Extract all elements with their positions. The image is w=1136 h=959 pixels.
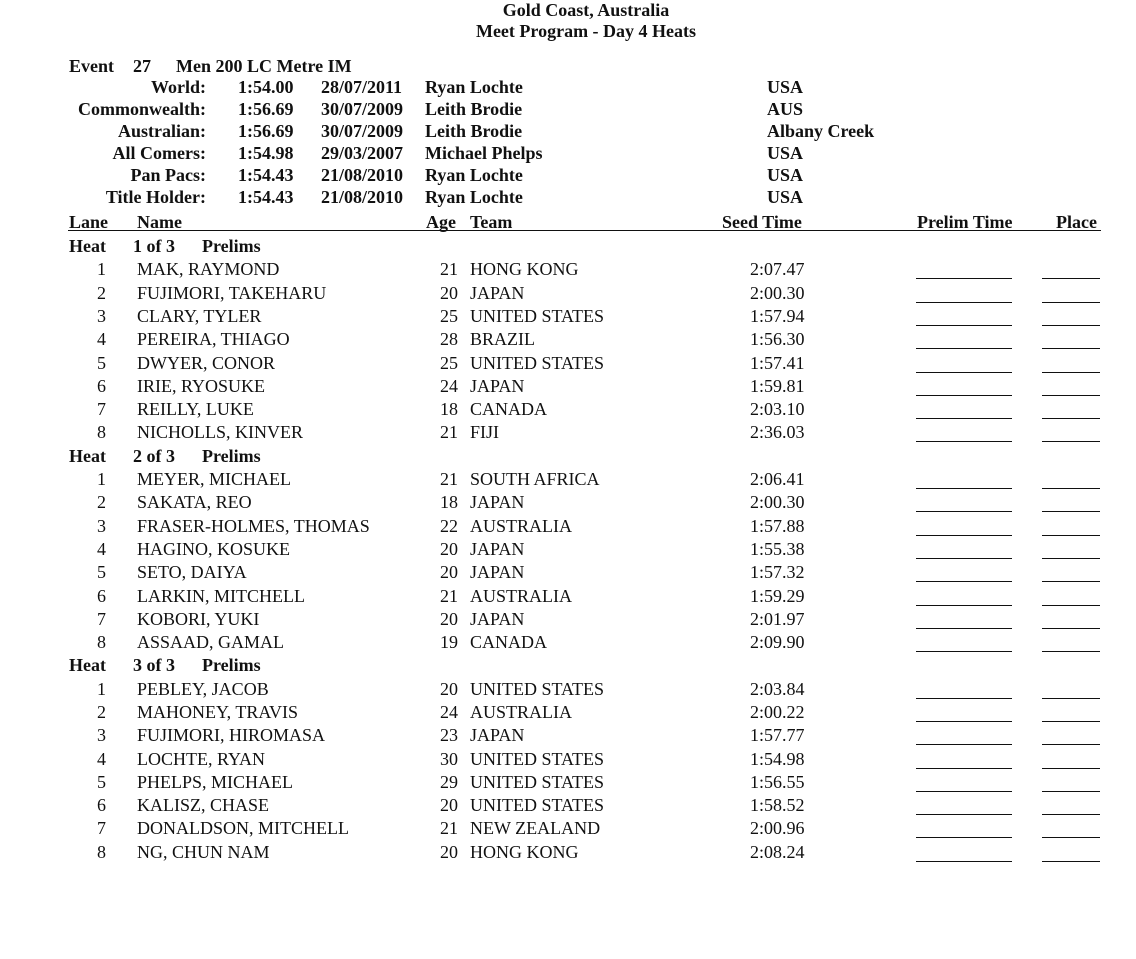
seed-time: 1:59.29 [750,586,805,606]
swimmer-team: NEW ZEALAND [470,818,601,838]
prelim-time-blank [916,628,1012,629]
lane-number: 5 [97,772,106,792]
heat-round: Prelims [202,655,261,675]
heat-label: Heat [69,236,106,256]
heat-number: 2 of 3 [133,446,175,466]
lane-number: 1 [97,259,106,279]
seed-time: 2:03.84 [750,679,805,699]
seed-time: 2:36.03 [750,422,805,442]
seed-time: 1:56.30 [750,329,805,349]
swimmer-age: 21 [440,818,458,838]
swimmer-name: REILLY, LUKE [137,399,254,419]
swimmer-name: KALISZ, CHASE [137,795,270,815]
seed-time: 2:09.90 [750,632,805,652]
lane-number: 6 [97,586,106,606]
lane-number: 8 [97,842,106,862]
lane-number: 4 [97,749,106,769]
prelim-time-blank [916,814,1012,815]
place-blank [1042,605,1100,606]
swimmer-name: PEBLEY, JACOB [137,679,269,699]
prelim-time-blank [916,418,1012,419]
swimmer-team: CANADA [470,632,548,652]
prelim-time-blank [916,721,1012,722]
lane-number: 5 [97,353,106,373]
seed-time: 2:07.47 [750,259,805,279]
swimmer-name: NICHOLLS, KINVER [137,422,303,442]
place-blank [1042,628,1100,629]
col-age: Age [426,212,456,232]
swimmer-team: AUSTRALIA [470,586,572,606]
prelim-time-blank [916,558,1012,559]
swimmer-name: FUJIMORI, TAKEHARU [137,283,327,303]
swimmer-name: FRASER-HOLMES, THOMAS [137,516,370,536]
event-name: Men 200 LC Metre IM [176,56,352,76]
col-seed-time: Seed Time [722,212,802,232]
swimmer-team: AUSTRALIA [470,516,572,536]
record-date: 21/08/2010 [321,165,404,185]
lane-number: 7 [97,399,106,419]
swimmer-name: MEYER, MICHAEL [137,469,291,489]
seed-time: 2:00.22 [750,702,805,722]
record-time: 1:54.98 [238,143,294,163]
prelim-time-blank [916,441,1012,442]
place-blank [1042,721,1100,722]
heat-label: Heat [69,446,106,466]
swimmer-team: SOUTH AFRICA [470,469,600,489]
swimmer-team: JAPAN [470,492,525,512]
record-team: USA [767,77,804,97]
record-label: Commonwealth: [78,99,206,119]
lane-number: 3 [97,516,106,536]
swimmer-name: SAKATA, REO [137,492,252,512]
swimmer-name: CLARY, TYLER [137,306,262,326]
swimmer-name: DONALDSON, MITCHELL [137,818,349,838]
swimmer-team: UNITED STATES [470,749,605,769]
place-blank [1042,837,1100,838]
swimmer-team: JAPAN [470,609,525,629]
prelim-time-blank [916,768,1012,769]
seed-time: 1:57.88 [750,516,805,536]
prelim-time-blank [916,605,1012,606]
col-prelim-time: Prelim Time [917,212,1013,232]
swimmer-age: 18 [440,399,458,419]
place-blank [1042,278,1100,279]
lane-number: 2 [97,492,106,512]
place-blank [1042,418,1100,419]
place-blank [1042,511,1100,512]
swimmer-age: 21 [440,586,458,606]
swimmer-team: BRAZIL [470,329,535,349]
record-time: 1:56.69 [238,121,294,141]
place-blank [1042,768,1100,769]
lane-number: 3 [97,306,106,326]
heat-number: 1 of 3 [133,236,175,256]
record-team: AUS [767,99,804,119]
swimmer-team: JAPAN [470,725,525,745]
swimmer-age: 20 [440,609,458,629]
lane-number: 6 [97,376,106,396]
record-holder: Ryan Lochte [425,187,523,207]
lane-number: 6 [97,795,106,815]
place-blank [1042,441,1100,442]
seed-time: 1:57.41 [750,353,805,373]
prelim-time-blank [916,744,1012,745]
swimmer-team: JAPAN [470,283,525,303]
swimmer-name: KOBORI, YUKI [137,609,260,629]
prelim-time-blank [916,395,1012,396]
heat-label: Heat [69,655,106,675]
lane-number: 2 [97,702,106,722]
record-time: 1:56.69 [238,99,294,119]
swimmer-age: 19 [440,632,458,652]
record-time: 1:54.43 [238,165,294,185]
seed-time: 1:57.77 [750,725,805,745]
record-label: Title Holder: [105,187,206,207]
swimmer-team: FIJI [470,422,500,442]
place-blank [1042,651,1100,652]
record-holder: Ryan Lochte [425,165,523,185]
prelim-time-blank [916,837,1012,838]
heat-round: Prelims [202,446,261,466]
lane-number: 8 [97,422,106,442]
swimmer-name: FUJIMORI, HIROMASA [137,725,326,745]
swimmer-name: IRIE, RYOSUKE [137,376,266,396]
swimmer-name: MAHONEY, TRAVIS [137,702,299,722]
record-holder: Leith Brodie [425,99,523,119]
seed-time: 1:55.38 [750,539,805,559]
place-blank [1042,535,1100,536]
place-blank [1042,791,1100,792]
record-time: 1:54.00 [238,77,294,97]
swimmer-name: ASSAAD, GAMAL [137,632,285,652]
swimmer-age: 21 [440,469,458,489]
swimmer-team: UNITED STATES [470,353,605,373]
swimmer-team: UNITED STATES [470,679,605,699]
record-holder: Leith Brodie [425,121,523,141]
place-blank [1042,302,1100,303]
seed-time: 2:03.10 [750,399,805,419]
swimmer-age: 20 [440,562,458,582]
record-team: USA [767,187,804,207]
lane-number: 2 [97,283,106,303]
lane-number: 1 [97,679,106,699]
prelim-time-blank [916,372,1012,373]
swimmer-age: 20 [440,283,458,303]
heat-number: 3 of 3 [133,655,175,675]
seed-time: 2:06.41 [750,469,805,489]
place-blank [1042,348,1100,349]
record-time: 1:54.43 [238,187,294,207]
record-date: 28/07/2011 [321,77,403,97]
prelim-time-blank [916,511,1012,512]
lane-number: 5 [97,562,106,582]
swimmer-age: 18 [440,492,458,512]
seed-time: 1:58.52 [750,795,805,815]
col-team: Team [470,212,513,232]
swimmer-name: DWYER, CONOR [137,353,275,373]
swimmer-age: 20 [440,842,458,862]
swimmer-age: 24 [440,702,458,722]
place-blank [1042,581,1100,582]
record-holder: Michael Phelps [425,143,543,163]
swimmer-age: 28 [440,329,458,349]
record-label: World: [150,77,206,97]
prelim-time-blank [916,278,1012,279]
meet-location: Gold Coast, Australia [502,0,670,20]
record-label: Australian: [117,121,206,141]
prelim-time-blank [916,488,1012,489]
swimmer-name: LOCHTE, RYAN [137,749,266,769]
swimmer-age: 21 [440,422,458,442]
heat-round: Prelims [202,236,261,256]
swimmer-team: CANADA [470,399,548,419]
prelim-time-blank [916,348,1012,349]
header-rule [68,230,1101,231]
col-place: Place [1056,212,1097,232]
lane-number: 4 [97,539,106,559]
swimmer-team: HONG KONG [470,259,579,279]
prelim-time-blank [916,535,1012,536]
swimmer-team: JAPAN [470,539,525,559]
record-label: Pan Pacs: [130,165,206,185]
swimmer-age: 25 [440,353,458,373]
swimmer-age: 22 [440,516,458,536]
place-blank [1042,488,1100,489]
place-blank [1042,744,1100,745]
lane-number: 4 [97,329,106,349]
lane-number: 7 [97,818,106,838]
prelim-time-blank [916,302,1012,303]
place-blank [1042,558,1100,559]
meet-program-title: Meet Program - Day 4 Heats [475,21,697,41]
seed-time: 2:00.30 [750,283,805,303]
seed-time: 1:56.55 [750,772,805,792]
swimmer-name: MAK, RAYMOND [137,259,280,279]
swimmer-age: 20 [440,679,458,699]
swimmer-age: 29 [440,772,458,792]
swimmer-team: HONG KONG [470,842,579,862]
swimmer-age: 30 [440,749,458,769]
swimmer-name: NG, CHUN NAM [137,842,270,862]
lane-number: 8 [97,632,106,652]
event-number: 27 [133,56,151,76]
lane-number: 7 [97,609,106,629]
swimmer-team: UNITED STATES [470,772,605,792]
seed-time: 1:54.98 [750,749,805,769]
prelim-time-blank [916,861,1012,862]
swimmer-team: AUSTRALIA [470,702,572,722]
record-team: USA [767,143,804,163]
place-blank [1042,325,1100,326]
record-date: 30/07/2009 [321,99,404,119]
swimmer-team: UNITED STATES [470,795,605,815]
swimmer-name: PEREIRA, THIAGO [137,329,290,349]
place-blank [1042,814,1100,815]
prelim-time-blank [916,325,1012,326]
place-blank [1042,372,1100,373]
record-date: 21/08/2010 [321,187,404,207]
record-team: Albany Creek [767,121,875,141]
swimmer-age: 20 [440,539,458,559]
swimmer-team: JAPAN [470,376,525,396]
prelim-time-blank [916,581,1012,582]
prelim-time-blank [916,651,1012,652]
swimmer-age: 23 [440,725,458,745]
place-blank [1042,395,1100,396]
record-date: 29/03/2007 [321,143,404,163]
swimmer-name: PHELPS, MICHAEL [137,772,294,792]
record-team: USA [767,165,804,185]
seed-time: 2:00.96 [750,818,805,838]
col-name: Name [137,212,182,232]
swimmer-team: JAPAN [470,562,525,582]
prelim-time-blank [916,698,1012,699]
swimmer-name: SETO, DAIYA [137,562,247,582]
lane-number: 1 [97,469,106,489]
record-label: All Comers: [112,143,206,163]
record-holder: Ryan Lochte [425,77,523,97]
col-lane: Lane [69,212,109,232]
swimmer-age: 25 [440,306,458,326]
lane-number: 3 [97,725,106,745]
prelim-time-blank [916,791,1012,792]
swimmer-age: 21 [440,259,458,279]
swimmer-age: 20 [440,795,458,815]
event-label: Event [69,56,114,76]
seed-time: 2:01.97 [750,609,805,629]
seed-time: 1:57.94 [750,306,805,326]
swimmer-name: HAGINO, KOSUKE [137,539,290,559]
record-date: 30/07/2009 [321,121,404,141]
swimmer-name: LARKIN, MITCHELL [137,586,305,606]
seed-time: 2:08.24 [750,842,805,862]
place-blank [1042,861,1100,862]
seed-time: 1:59.81 [750,376,805,396]
swimmer-team: UNITED STATES [470,306,605,326]
swimmer-age: 24 [440,376,458,396]
seed-time: 2:00.30 [750,492,805,512]
seed-time: 1:57.32 [750,562,805,582]
place-blank [1042,698,1100,699]
